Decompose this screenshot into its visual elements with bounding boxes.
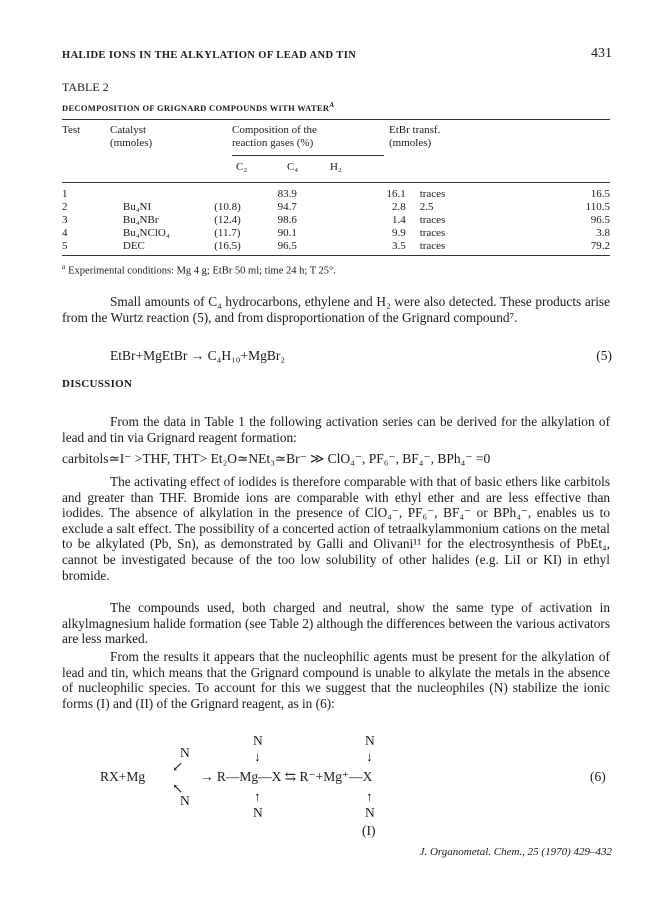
cell-etbr: 110.5 <box>585 201 610 213</box>
scheme-arrow-down-mid: ↓ <box>254 749 261 764</box>
table-top-rule <box>62 119 610 120</box>
scheme-diag-arrow-up: ↖ <box>172 781 184 796</box>
paragraph-iodides: The activating effect of iodides is therefore comparable with that of basic ethers like carbitols and greater than THF. Bromide ions are comparable with ethyl ether and are less effective than iodides. The absence of alkylation in the presence of ClO₄⁻, PF₆⁻, BF₄⁻ or BPh₄⁻, enables us to exclude a salt effect. The possibility of a concerted action of tetraalkylammonium cations on the metal to be alkylated (Pb, Sn), as demonstrated by Galli and Olivani¹¹ for the electrosynthesis of PbEt₄, cannot be investigated because of the too low solubility of other halides (e.g. LiI or KI) in ethyl bromide. <box>62 474 610 583</box>
cell-c4: 1.4 <box>391 214 406 226</box>
sub-c2: C₂ <box>236 161 248 173</box>
cell-h2: traces <box>419 214 446 226</box>
cell-catalyst <box>123 188 214 201</box>
scheme-n-top-right: N <box>365 733 375 748</box>
page-number: 431 <box>591 46 612 61</box>
table-row <box>62 201 610 214</box>
cell-c2: 90.1 <box>277 227 297 239</box>
section-heading: DISCUSSION <box>62 378 133 390</box>
table-mid-rule <box>62 182 610 183</box>
cell-mmol: (16.5) <box>214 240 241 252</box>
cell-h2: traces <box>419 240 446 252</box>
equation-5-number: (5) <box>596 348 612 363</box>
table-header: Test Catalyst Composition of the EtBr transf. (mmoles) reaction gases (%) (mmoles) <box>62 124 441 149</box>
cell-etbr: 96.5 <box>590 214 610 226</box>
cell-test: 1 <box>62 188 68 200</box>
cell-mmol: (12.4) <box>214 214 241 226</box>
cell-h2: traces <box>419 227 446 239</box>
paragraph-wurtz: Small amounts of C₄ hydrocarbons, ethylene and H₂ were also detected. These products arise from the Wurtz reaction (5), and from disproportionation of the Grignard compound⁷. <box>62 294 610 325</box>
cell-etbr: 79.2 <box>590 240 610 252</box>
scheme-n-bottom-mid: N <box>253 805 263 820</box>
cell-catalyst: DEC <box>122 240 145 252</box>
table-row <box>62 188 610 201</box>
cell-c2: 94.7 <box>277 201 297 213</box>
activation-series: carbitols≃I⁻ >THF, THT> Et₂O≃NEt₃≃Br⁻ ≫ ClO₄⁻, PF₆⁻, BF₄⁻, BPh₄⁻ =0 <box>62 451 491 466</box>
cell-c4: 3.5 <box>391 240 406 252</box>
cell-c2: 96.5 <box>277 240 297 252</box>
equation-5: EtBr+MgEtBr → C₄H₁₀+MgBr₂ <box>110 348 286 363</box>
paragraph-nucleophiles: From the results it appears that the nucleophilic agents must be present for the alkylation of lead and tin, which means that the Grignard compound is unable to alkylate the metals in the absence of nucleophilic species. To account for this we suggest that the nucleophiles (N) stabilize the ionic forms (I) and (II) of the Grignard reagent, as in (6): <box>62 649 610 711</box>
scheme-label-I: (I) <box>362 823 376 838</box>
cell-h2: traces <box>419 188 446 200</box>
cell-test: 5 <box>62 240 68 252</box>
scheme-n-top-mid: N <box>253 733 263 748</box>
cell-etbr: 16.5 <box>590 188 610 200</box>
cell-catalyst: Bu₄NBr <box>122 214 159 226</box>
journal-citation: J. Organometal. Chem., 25 (1970) 429–432 <box>419 846 612 858</box>
scheme-n-top-left: N <box>180 745 190 760</box>
table-row <box>62 227 610 240</box>
cell-mmol: (10.8) <box>214 201 241 213</box>
cell-catalyst: Bu₄NClO₄ <box>122 227 170 239</box>
cell-c2: 83.9 <box>277 188 297 200</box>
cell-test: 4 <box>62 227 68 239</box>
scheme-main-line: → R—Mg—X ⇆ R⁻+Mg⁺—X <box>200 769 373 784</box>
scheme-arrow-up-mid: ↑ <box>254 789 261 804</box>
table-row <box>62 240 610 253</box>
table-body <box>62 188 610 253</box>
table-row <box>62 214 610 227</box>
scheme-n-bottom-left: N <box>180 793 190 808</box>
sub-c4: C₄ <box>287 161 299 173</box>
scheme-diag-arrow-in: ↙ <box>172 759 184 774</box>
scheme-reactants: RX+Mg <box>100 769 146 784</box>
cell-etbr: 3.8 <box>596 227 610 239</box>
scheme-arrow-down-right: ↓ <box>366 749 373 764</box>
table-label: TABLE 2 <box>62 80 109 94</box>
cell-test: 2 <box>62 201 68 213</box>
scheme-arrow-up-right: ↑ <box>366 789 373 804</box>
composition-rule <box>232 155 384 156</box>
cell-c4: 9.9 <box>391 227 406 239</box>
paragraph-activation: From the data in Table 1 the following activation series can be derived for the alkylation of lead and tin via Grignard reagent formation: <box>62 414 610 445</box>
scheme-n-bottom-right: N <box>365 805 375 820</box>
cell-catalyst: Bu₄NI <box>122 201 152 213</box>
cell-c4: 2.8 <box>391 201 406 213</box>
cell-h2: 2.5 <box>419 201 434 213</box>
scheme-eq-number: (6) <box>590 769 606 784</box>
sub-h2: H₂ <box>330 161 342 173</box>
cell-c4: 16.1 <box>386 188 406 200</box>
cell-mmol <box>214 188 277 201</box>
cell-test: 3 <box>62 214 68 226</box>
paragraph-compounds: The compounds used, both charged and neutral, show the same type of activation in alkylmagnesium halide formation (see Table 2) although the differences between the various activators are less marked. <box>62 600 610 647</box>
cell-c2: 98.6 <box>277 214 297 226</box>
running-title: HALIDE IONS IN THE ALKYLATION OF LEAD AND TIN <box>62 50 357 61</box>
cell-mmol: (11.7) <box>214 227 241 239</box>
table-bottom-rule <box>62 255 610 256</box>
table-footnote: $^a$ Experimental conditions: Mg 4 g; EtBr 50 ml; time 24 h; T 25°. <box>62 263 336 277</box>
table-title: DECOMPOSITION OF GRIGNARD COMPOUNDS WITH $WATER^A$ <box>62 101 335 113</box>
